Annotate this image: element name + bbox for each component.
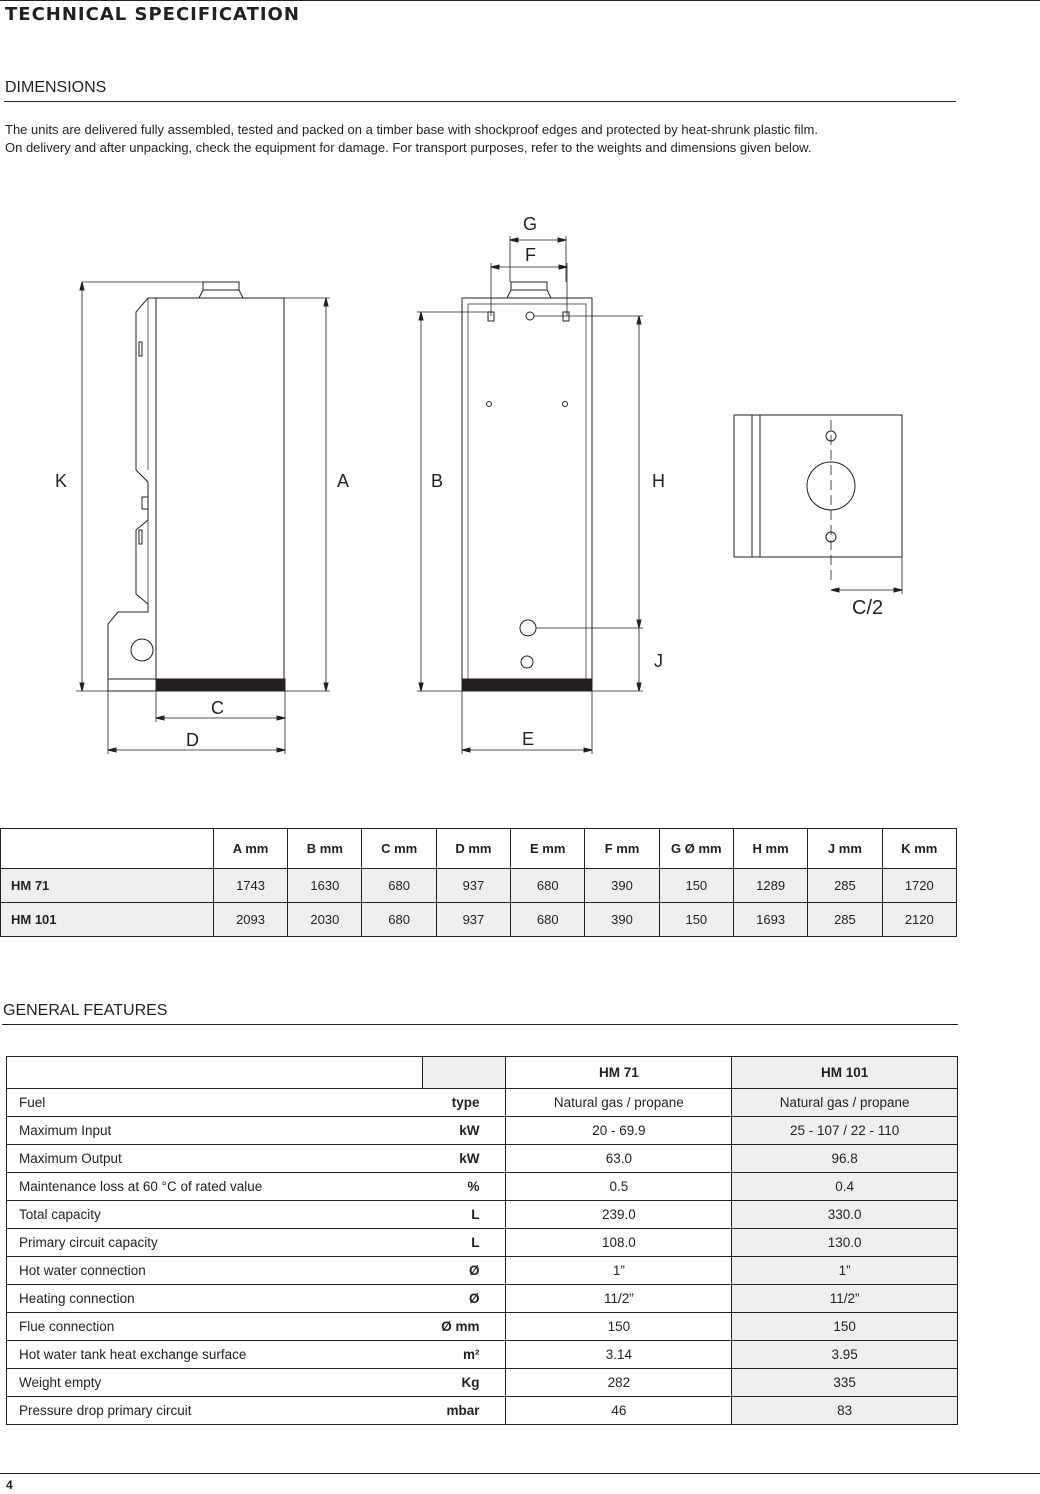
table-cell: 2093 [213,903,287,937]
table-cell: 150 [659,903,733,937]
dim-header-d: D mm [436,829,510,869]
features-header-hm101: HM 101 [732,1057,958,1089]
intro-line-1: The units are delivered fully assembled, tested and packed on a timber base with shockproof edges and protected by heat-shrunk plastic film. [5,122,818,137]
feature-value-hm101: 330.0 [732,1201,958,1229]
intro-line-2: On delivery and after unpacking, check the equipment for damage. For transport purposes, refer to the weights and dimensions given below. [5,140,812,155]
feature-value-hm71: 108.0 [506,1229,732,1257]
table-cell: 937 [436,869,510,903]
feature-value-hm71: 239.0 [506,1201,732,1229]
dimensions-header-row [1,829,957,869]
table-row [7,1313,958,1341]
dim-header-h: H mm [733,829,807,869]
feature-value-hm71: 46 [506,1397,732,1425]
table-row [7,1229,958,1257]
table-row [1,869,957,903]
feature-value-hm101: Natural gas / propane [732,1089,958,1117]
table-cell: 150 [659,869,733,903]
feature-value-hm71: 0.5 [506,1173,732,1201]
feature-label: Fuel [7,1089,423,1117]
dim-header-g: G Ø mm [659,829,733,869]
feature-unit: type [422,1089,506,1117]
label-e: E [522,729,535,749]
label-a: A [337,471,350,491]
features-rule [2,1024,958,1025]
feature-label: Maintenance loss at 60 °C of rated value [7,1173,423,1201]
top-rule [0,0,1040,1]
feature-unit: % [422,1173,506,1201]
dimensions-table [0,828,957,937]
dim-header-c: C mm [362,829,436,869]
dimensions-heading: DIMENSIONS [5,79,107,96]
page-title: TECHNICAL SPECIFICATION [5,4,300,25]
features-header-row [7,1057,958,1089]
side-view [76,282,330,754]
features-heading: GENERAL FEATURES [3,1002,168,1019]
dimensions-intro [5,121,965,157]
feature-label: Primary circuit capacity [7,1229,423,1257]
label-k: K [55,471,68,491]
dim-header-j: J mm [808,829,882,869]
table-cell: 680 [511,869,585,903]
feature-unit: kW [422,1145,506,1173]
model-name: HM 101 [1,903,214,937]
feature-label: Hot water tank heat exchange surface [7,1341,423,1369]
feature-value-hm101: 130.0 [732,1229,958,1257]
label-c: C [211,698,224,718]
label-h: H [652,471,665,491]
feature-value-hm71: 282 [506,1369,732,1397]
feature-value-hm71: 11/2” [506,1285,732,1313]
feature-value-hm71: 63.0 [506,1145,732,1173]
table-cell: 285 [808,869,882,903]
feature-value-hm71: 20 - 69.9 [506,1117,732,1145]
table-cell: 1743 [213,869,287,903]
feature-unit: L [422,1229,506,1257]
feature-value-hm101: 150 [732,1313,958,1341]
label-j: J [654,651,663,671]
feature-value-hm71: 1” [506,1257,732,1285]
dimensions-rule [4,101,956,102]
feature-label: Hot water connection [7,1257,423,1285]
feature-unit: Ø mm [422,1313,506,1341]
feature-unit: Ø [422,1257,506,1285]
feature-unit: kW [422,1117,506,1145]
feature-label: Pressure drop primary circuit [7,1397,423,1425]
feature-value-hm101: 0.4 [732,1173,958,1201]
table-cell: 1720 [882,869,956,903]
table-cell: 680 [511,903,585,937]
feature-unit: m² [422,1341,506,1369]
feature-value-hm101: 83 [732,1397,958,1425]
table-cell: 390 [585,869,659,903]
dim-header-b: B mm [288,829,362,869]
feature-unit: L [422,1201,506,1229]
table-row [7,1145,958,1173]
dim-header-corner [1,829,214,869]
dim-header-a: A mm [213,829,287,869]
dimension-drawing [0,200,1040,770]
feature-value-hm101: 1” [732,1257,958,1285]
features-header-hm71: HM 71 [506,1057,732,1089]
table-cell: 390 [585,903,659,937]
feature-label: Maximum Output [7,1145,423,1173]
front-view [417,236,643,754]
feature-value-hm71: 3.14 [506,1341,732,1369]
table-row [7,1089,958,1117]
dim-header-f: F mm [585,829,659,869]
feature-unit: Ø [422,1285,506,1313]
feature-label: Total capacity [7,1201,423,1229]
feature-value-hm101: 96.8 [732,1145,958,1173]
feature-value-hm71: 150 [506,1313,732,1341]
table-row [7,1397,958,1425]
page-number: 4 [6,1478,13,1492]
feature-unit: Kg [422,1369,506,1397]
top-view [734,415,902,594]
table-row [7,1369,958,1397]
table-cell: 1289 [733,869,807,903]
dim-header-e: E mm [511,829,585,869]
table-cell: 680 [362,903,436,937]
feature-value-hm101: 335 [732,1369,958,1397]
label-d: D [186,730,199,750]
feature-label: Weight empty [7,1369,423,1397]
table-row [7,1257,958,1285]
table-row [1,903,957,937]
table-cell: 1630 [288,869,362,903]
table-cell: 2120 [882,903,956,937]
label-g: G [523,214,538,234]
table-cell: 2030 [288,903,362,937]
dim-header-k: K mm [882,829,956,869]
table-cell: 937 [436,903,510,937]
label-b: B [431,471,444,491]
feature-value-hm101: 25 - 107 / 22 - 110 [732,1117,958,1145]
feature-label: Maximum Input [7,1117,423,1145]
feature-value-hm71: Natural gas / propane [506,1089,732,1117]
feature-value-hm101: 3.95 [732,1341,958,1369]
label-f: F [525,245,536,265]
features-header-unit [422,1057,506,1089]
table-row [7,1285,958,1313]
table-cell: 680 [362,869,436,903]
feature-unit: mbar [422,1397,506,1425]
table-row [7,1341,958,1369]
label-c-half: C/2 [852,597,884,619]
bottom-rule [0,1473,1040,1474]
table-cell: 1693 [733,903,807,937]
table-row [7,1173,958,1201]
features-header-label [7,1057,423,1089]
features-table [6,1056,958,1425]
table-row [7,1201,958,1229]
feature-value-hm101: 11/2” [732,1285,958,1313]
table-cell: 285 [808,903,882,937]
model-name: HM 71 [1,869,214,903]
feature-label: Flue connection [7,1313,423,1341]
table-row [7,1117,958,1145]
feature-label: Heating connection [7,1285,423,1313]
